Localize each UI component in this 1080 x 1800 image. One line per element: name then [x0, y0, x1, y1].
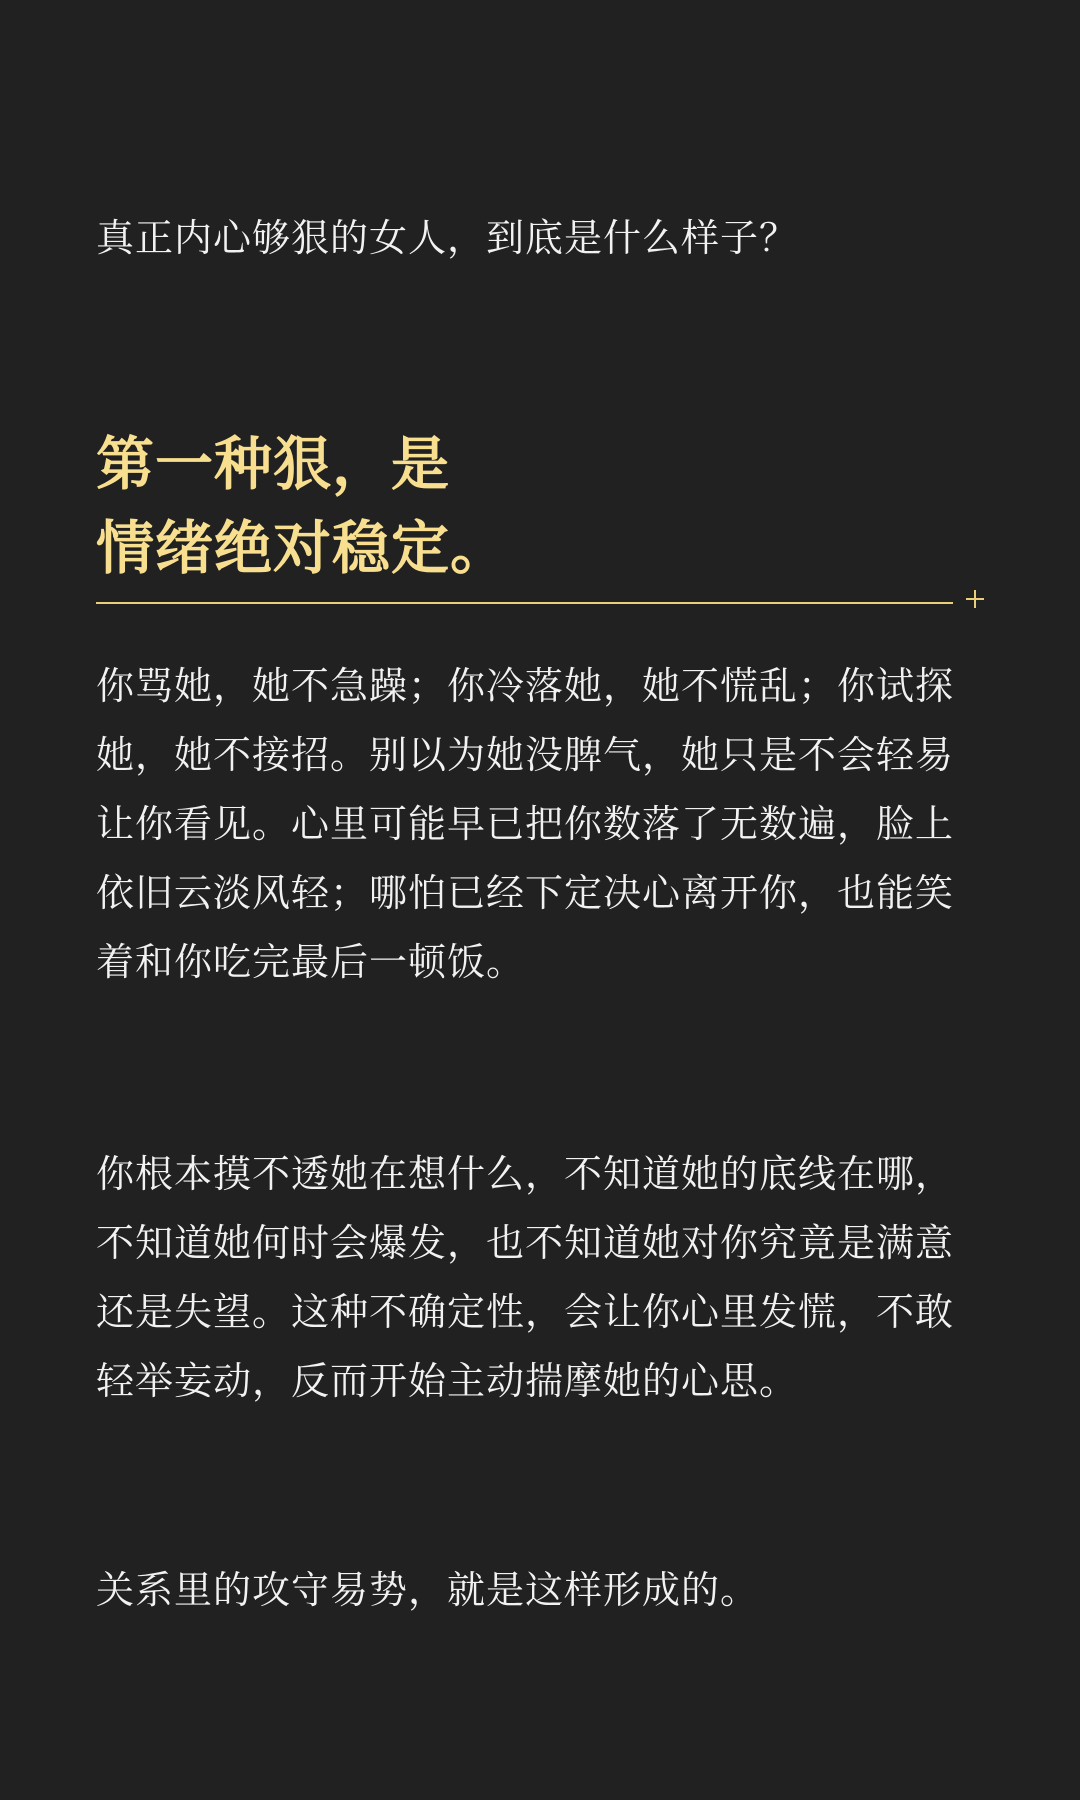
- section-heading: [96, 422, 996, 590]
- plus-icon: [964, 588, 986, 610]
- paragraph-line: 着和你吃完最后一顿饭。: [96, 940, 526, 984]
- intro-text: 真正内心够狠的女人，到底是什么样子？: [96, 216, 799, 260]
- heading-line: 情绪绝对稳定。: [96, 514, 510, 582]
- paragraph-line: 不知道她何时会爆发，也不知道她对你究竟是满意: [96, 1221, 955, 1265]
- paragraph-line: 你根本摸不透她在想什么，不知道她的底线在哪，: [96, 1152, 955, 1196]
- paragraph-conclusion: 关系里的攻守易势，就是这样形成的。: [96, 1568, 760, 1612]
- heading-divider: [96, 602, 953, 604]
- heading-line: 第一种狠，是: [96, 430, 451, 498]
- paragraph-line: 她，她不接招。别以为她没脾气，她只是不会轻易: [96, 733, 955, 777]
- paragraph-line: 轻举妄动，反而开始主动揣摩她的心思。: [96, 1359, 799, 1403]
- paragraph-uncertainty: [96, 1140, 986, 1416]
- paragraph-line: 让你看见。心里可能早已把你数落了无数遍，脸上: [96, 802, 955, 846]
- paragraph-line: 依旧云淡风轻；哪怕已经下定决心离开你，也能笑: [96, 871, 955, 915]
- paragraph-line: 你骂她，她不急躁；你冷落她，她不慌乱；你试探: [96, 664, 955, 708]
- paragraph-line: 还是失望。这种不确定性，会让你心里发慌，不敢: [96, 1290, 955, 1334]
- paragraph-emotional-stability: [96, 652, 986, 997]
